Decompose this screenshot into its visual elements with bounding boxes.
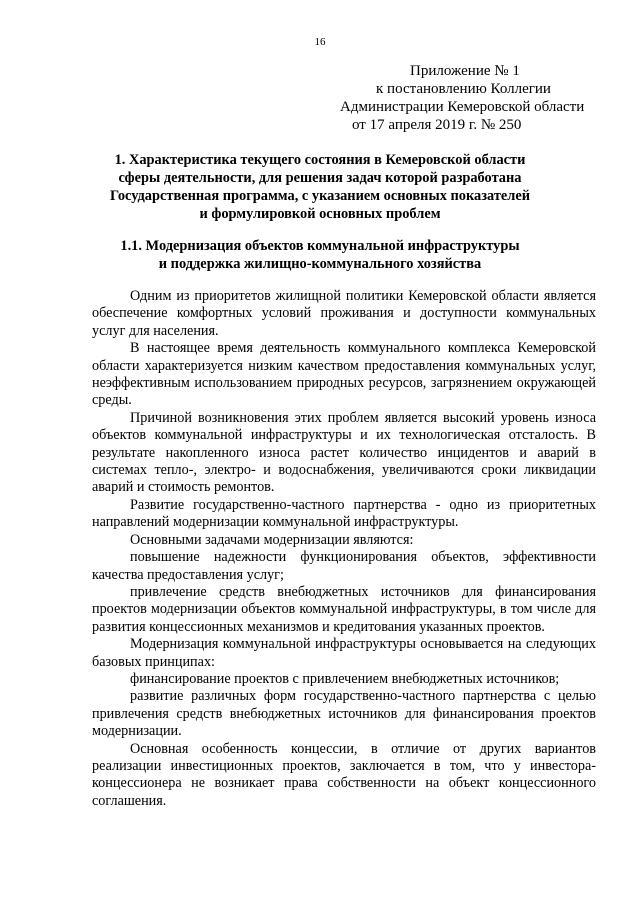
page-number: 16	[314, 36, 326, 48]
subsection-heading-line: 1.1. Модернизация объектов коммунальной инфраструктуры	[120, 238, 520, 254]
subsection-heading-line: и поддержка жилищно-коммунального хозяйства	[158, 256, 482, 272]
section-heading-line: 1. Характеристика текущего состояния в Кемеровской области	[114, 152, 526, 168]
appendix-title: Приложение № 1	[410, 63, 520, 79]
section-heading-line: сферы деятельности, для решения задач которой разработана	[118, 170, 522, 186]
paragraph: Основная особенность концессии, в отличие от других вариантов реализации инвестиционных проектов, заключается в том, что у инвестора-концессионера не возникает права собственности на объект концессионного соглашения.	[92, 740, 596, 809]
paragraph: привлечение средств внебюджетных источников для финансирования проектов модернизации объектов коммунальной инфраструктуры, в том числе для развития концессионных механизмов и кредитования указанных проектов.	[92, 583, 596, 635]
paragraph: В настоящее время деятельность коммунального комплекса Кемеровской области характеризуется низким качеством предоставления коммунальных услуг, неэффективным использованием природных ресурсов, загрязнением окружающей среды.	[92, 340, 596, 409]
paragraph: развитие различных форм государственно-частного партнерства с целью привлечения средств внебюджетных источников для финансирования проектов модернизации.	[92, 688, 596, 740]
appendix-date: от 17 апреля 2019 г. № 250	[352, 117, 522, 133]
paragraph: финансирование проектов с привлечением внебюджетных источников;	[130, 670, 560, 687]
subsection-heading	[92, 237, 548, 273]
paragraph: Причиной возникновения этих проблем является высокий уровень износа объектов коммунальной инфраструктуры и их технологическая отсталость. В результате накопленного износа растет количество инцидентов и аварий в системах тепло-, электро- и водоснабжения, увеличиваются сроки ликвидации аварий и стоимость ремонтов.	[92, 409, 596, 496]
body-text	[92, 288, 596, 810]
paragraph: Развитие государственно-частного партнерства - одно из приоритетных направлений модернизации коммунальной инфраструктуры.	[92, 496, 596, 531]
paragraph: Одним из приоритетов жилищной политики Кемеровской области является обеспечение комфортных условий проживания и доступности коммунальных услуг для населения.	[92, 288, 596, 339]
appendix-authority: Администрации Кемеровской области	[340, 99, 585, 115]
section-heading	[92, 151, 548, 223]
paragraph: Модернизация коммунальной инфраструктуры основывается на следующих базовых принципах:	[92, 636, 596, 670]
paragraph: Основными задачами модернизации являются:	[130, 531, 414, 548]
paragraph: повышение надежности функционирования объектов, эффективности качества предоставления услуг;	[92, 549, 596, 583]
appendix-block	[338, 62, 608, 134]
section-heading-line: Государственная программа, с указанием основных показателей	[109, 188, 531, 204]
section-heading-line: и формулировкой основных проблем	[199, 206, 441, 222]
appendix-reference: к постановлению Коллегии	[376, 81, 551, 97]
